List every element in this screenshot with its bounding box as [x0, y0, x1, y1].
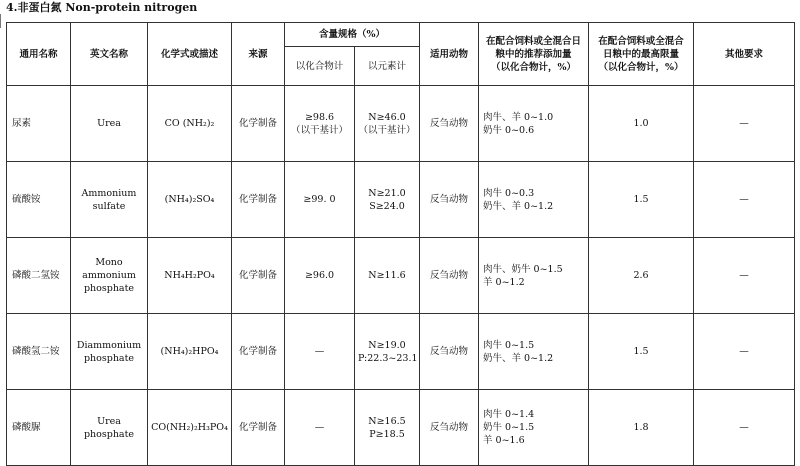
- cell-source: 化学制备: [232, 314, 285, 390]
- cell-english-name: Ammonium sulfate: [71, 162, 148, 238]
- cell-english-name: Mono ammonium phosphate: [71, 238, 148, 314]
- cell-as-compound: —: [285, 390, 355, 466]
- cell-common-name: 磷酸二氢铵: [7, 238, 71, 314]
- cell-as-compound: ≥99. 0: [285, 162, 355, 238]
- cell-as-element: N≥16.5 P≥18.5: [355, 390, 420, 466]
- cell-formula: CO (NH₂)₂: [148, 86, 232, 162]
- cell-as-compound: —: [285, 314, 355, 390]
- cell-animals: 反刍动物: [420, 314, 479, 390]
- cell-as-element: N≥19.0 P:22.3~23.1: [355, 314, 420, 390]
- non-protein-nitrogen-table: [6, 22, 795, 466]
- cell-max-limit: 2.6: [589, 238, 694, 314]
- cell-max-limit: 1.0: [589, 86, 694, 162]
- header-as-compound: 以化合物计: [285, 47, 355, 86]
- cell-source: 化学制备: [232, 390, 285, 466]
- header-row-1: [7, 23, 795, 47]
- table-row: [7, 162, 795, 238]
- cell-recommended: 肉牛、奶牛 0~1.5 羊 0~1.2: [479, 238, 589, 314]
- cell-source: 化学制备: [232, 86, 285, 162]
- cell-recommended: 肉牛、羊 0~1.0 奶牛 0~0.6: [479, 86, 589, 162]
- cell-as-element: N≥21.0 S≥24.0: [355, 162, 420, 238]
- header-formula: 化学式或描述: [148, 23, 232, 86]
- cell-other: —: [694, 162, 795, 238]
- table-row: [7, 86, 795, 162]
- cell-as-compound: ≥98.6 （以干基计）: [285, 86, 355, 162]
- cell-animals: 反刍动物: [420, 390, 479, 466]
- cell-as-element: N≥46.0 （以干基计）: [355, 86, 420, 162]
- header-source: 来源: [232, 23, 285, 86]
- cell-common-name: 磷酸氢二铵: [7, 314, 71, 390]
- cell-formula: (NH₄)₂SO₄: [148, 162, 232, 238]
- cell-recommended: 肉牛 0~1.4 奶牛 0~1.5 羊 0~1.6: [479, 390, 589, 466]
- cell-source: 化学制备: [232, 238, 285, 314]
- cell-other: —: [694, 238, 795, 314]
- table-row: [7, 238, 795, 314]
- table-row: [7, 314, 795, 390]
- cell-animals: 反刍动物: [420, 86, 479, 162]
- header-recommended: 在配合饲料或全混合日 粮中的推荐添加量 （以化合物计，%）: [479, 23, 589, 86]
- header-other: 其他要求: [694, 23, 795, 86]
- header-common-name: 通用名称: [7, 23, 71, 86]
- cell-max-limit: 1.5: [589, 314, 694, 390]
- cell-as-element: N≥11.6: [355, 238, 420, 314]
- cell-other: —: [694, 86, 795, 162]
- header-english-name: 英文名称: [71, 23, 148, 86]
- cell-recommended: 肉牛 0~1.5 奶牛、羊 0~1.2: [479, 314, 589, 390]
- cell-common-name: 尿素: [7, 86, 71, 162]
- header-max-limit: 在配合饲料或全混合 日粮中的最高限量 （以化合物计，%）: [589, 23, 694, 86]
- cell-formula: CO(NH₂)₂H₃PO₄: [148, 390, 232, 466]
- cell-common-name: 硫酸铵: [7, 162, 71, 238]
- cell-other: —: [694, 390, 795, 466]
- cell-english-name: Diammonium phosphate: [71, 314, 148, 390]
- cell-animals: 反刍动物: [420, 238, 479, 314]
- cell-recommended: 肉牛 0~0.3 奶牛、羊 0~1.2: [479, 162, 589, 238]
- header-animals: 适用动物: [420, 23, 479, 86]
- cell-formula: NH₄H₂PO₄: [148, 238, 232, 314]
- section-title: 4.非蛋白氮 Non-protein nitrogen: [6, 1, 198, 14]
- cell-english-name: Urea: [71, 86, 148, 162]
- cell-max-limit: 1.8: [589, 390, 694, 466]
- cell-other: —: [694, 314, 795, 390]
- cell-source: 化学制备: [232, 162, 285, 238]
- table-row: [7, 390, 795, 466]
- cell-as-compound: ≥96.0: [285, 238, 355, 314]
- cell-animals: 反刍动物: [420, 162, 479, 238]
- cell-common-name: 磷酸脲: [7, 390, 71, 466]
- header-as-element: 以元素计: [355, 47, 420, 86]
- header-content-spec: 含量规格（%）: [285, 23, 420, 47]
- cell-english-name: Urea phosphate: [71, 390, 148, 466]
- page-edge-mark: [0, 14, 4, 28]
- cell-formula: (NH₄)₂HPO₄: [148, 314, 232, 390]
- cell-max-limit: 1.5: [589, 162, 694, 238]
